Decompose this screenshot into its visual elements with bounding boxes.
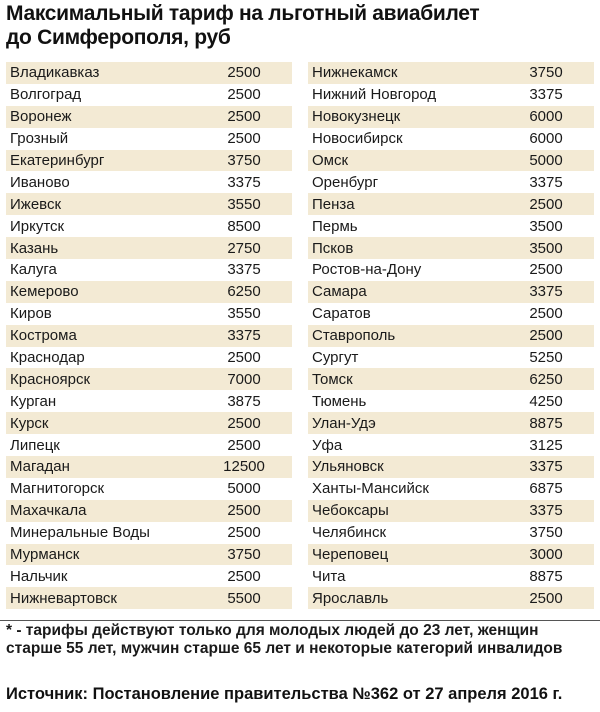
table-row: [308, 171, 594, 193]
source-line: Источник: Постановление правительства №362 от 27 апреля 2016 г.: [6, 685, 563, 703]
tariff-value: 2500: [227, 349, 261, 367]
tariff-value: 6250: [529, 370, 563, 388]
table-row: [308, 325, 594, 347]
city-name: Краснодар: [10, 349, 85, 367]
table-row: [6, 544, 292, 566]
table-row: [308, 106, 594, 128]
table-row: [6, 215, 292, 237]
city-name: Воронеж: [10, 108, 72, 126]
tariff-value: 3375: [529, 173, 563, 191]
city-name: Мурманск: [10, 546, 80, 564]
tariff-value: 2500: [227, 86, 261, 104]
table-row: [308, 237, 594, 259]
table-row: [308, 215, 594, 237]
tariff-value: 12500: [223, 458, 265, 476]
table-row: [308, 478, 594, 500]
table-row: [6, 434, 292, 456]
table-row: [308, 565, 594, 587]
city-name: Уфа: [312, 436, 343, 454]
table-row: [308, 500, 594, 522]
tariff-value: 4250: [529, 392, 563, 410]
tariff-value: 3375: [529, 458, 563, 476]
table-row: [6, 84, 292, 106]
tariff-value: 3125: [529, 436, 563, 454]
city-name: Оренбург: [312, 173, 379, 191]
table-row: [308, 390, 594, 412]
city-name: Ставрополь: [312, 327, 396, 345]
footnote-divider: [0, 620, 600, 621]
tariff-value: 8500: [227, 217, 261, 235]
tariff-value: 8875: [529, 567, 563, 585]
city-name: Курск: [10, 414, 49, 432]
city-name: Ульяновск: [312, 458, 384, 476]
table-row: [6, 368, 292, 390]
tariff-value: 3375: [529, 86, 563, 104]
tariff-value: 3750: [227, 152, 261, 169]
tariff-value: 5500: [227, 589, 261, 607]
city-name: Тюмень: [312, 392, 367, 410]
city-name: Омск: [312, 152, 349, 169]
city-name: Самара: [312, 283, 367, 301]
table-row: [6, 193, 292, 215]
table-row: [6, 587, 292, 609]
tariff-value: 6250: [227, 283, 261, 301]
table-row: [308, 62, 594, 84]
table-row: [308, 193, 594, 215]
tariff-value: 3500: [529, 217, 563, 235]
city-name: Чебоксары: [312, 502, 389, 520]
right-column: [308, 62, 594, 609]
city-name: Новокузнецк: [312, 108, 401, 126]
table-row: [308, 412, 594, 434]
table-row: [6, 500, 292, 522]
tariff-value: 3375: [529, 502, 563, 520]
table-row: [6, 412, 292, 434]
table-row: [308, 544, 594, 566]
tariff-value: 2500: [227, 567, 261, 585]
city-name: Сургут: [312, 349, 359, 367]
city-name: Магнитогорск: [10, 480, 105, 498]
tariff-value: 3375: [227, 261, 261, 279]
city-name: Кострома: [10, 327, 77, 345]
tariff-value: 3750: [529, 524, 563, 542]
tariff-value: 2500: [529, 261, 563, 279]
city-name: Челябинск: [312, 524, 387, 542]
city-name: Минеральные Воды: [10, 524, 150, 542]
city-name: Нижнекамск: [312, 64, 398, 82]
city-name: Махачкала: [10, 502, 87, 520]
tariff-value: 6875: [529, 480, 563, 498]
table-row: [6, 565, 292, 587]
table-row: [6, 128, 292, 150]
tariff-value: 3375: [227, 173, 261, 191]
city-name: Новосибирск: [312, 130, 403, 148]
table-row: [308, 434, 594, 456]
tariff-value: 3375: [529, 283, 563, 301]
tariff-value: 6000: [529, 108, 563, 126]
city-name: Ханты-Мансийск: [312, 480, 429, 498]
city-name: Нижневартовск: [10, 589, 117, 607]
city-name: Пенза: [312, 195, 355, 213]
tariff-value: 3550: [227, 305, 261, 323]
table-row: [6, 325, 292, 347]
tariff-value: 2500: [529, 589, 563, 607]
tariff-value: 3500: [529, 239, 563, 257]
tariff-value: 5250: [529, 349, 563, 367]
table-row: [6, 522, 292, 544]
page-title: Максимальный тариф на льготный авиабилет до Симферополя, руб: [6, 2, 480, 49]
city-name: Екатеринбург: [10, 152, 105, 169]
table-row: [308, 347, 594, 369]
city-name: Псков: [312, 239, 354, 257]
table-row: [308, 303, 594, 325]
city-name: Пермь: [312, 217, 358, 235]
tariff-value: 2500: [529, 195, 563, 213]
city-name: Иваново: [10, 173, 70, 191]
city-name: Липецк: [10, 436, 60, 454]
table-row: [308, 150, 594, 172]
tariff-value: 2500: [529, 305, 563, 323]
tariff-value: 2500: [529, 327, 563, 345]
city-name: Саратов: [312, 305, 371, 323]
tariff-value: 2500: [227, 524, 261, 542]
tariff-value: 3550: [227, 195, 261, 213]
tariff-value: 2500: [227, 64, 261, 82]
city-name: Волгоград: [10, 86, 82, 104]
table-row: [308, 587, 594, 609]
table-row: [6, 347, 292, 369]
city-name: Иркутск: [10, 217, 65, 235]
city-name: Кемерово: [10, 283, 79, 301]
city-name: Нальчик: [10, 567, 68, 585]
table-row: [308, 281, 594, 303]
table-row: [6, 62, 292, 84]
table-row: [308, 522, 594, 544]
tariff-value: 6000: [529, 130, 563, 148]
tariff-table: [6, 62, 594, 618]
table-row: [308, 368, 594, 390]
city-name: Ростов-на-Дону: [312, 261, 422, 279]
city-name: Череповец: [312, 546, 389, 564]
tariff-value: 5000: [529, 152, 563, 169]
city-name: Казань: [10, 239, 59, 257]
table-row: [6, 106, 292, 128]
table-row: [308, 259, 594, 281]
city-name: Киров: [10, 305, 52, 323]
table-row: [6, 456, 292, 478]
table-row: [6, 171, 292, 193]
city-name: Магадан: [10, 458, 70, 476]
table-row: [6, 303, 292, 325]
city-name: Томск: [312, 370, 353, 388]
city-name: Красноярск: [10, 370, 91, 388]
table-row: [6, 237, 292, 259]
tariff-value: 2500: [227, 436, 261, 454]
tariff-value: 3875: [227, 392, 261, 410]
table-row: [6, 390, 292, 412]
footnote: * - тарифы действуют только для молодых людей до 23 лет, женщин старше 55 лет, мужчин старше 65 лет и некоторые категорий инвалидов: [6, 622, 563, 657]
city-name: Владикавказ: [10, 64, 100, 82]
city-name: Грозный: [10, 130, 69, 148]
left-column: [6, 62, 292, 609]
tariff-value: 3375: [227, 327, 261, 345]
table-row: [308, 84, 594, 106]
tariff-value: 3750: [227, 546, 261, 564]
tariff-value: 2500: [227, 108, 261, 126]
tariff-value: 2500: [227, 502, 261, 520]
table-row: [6, 150, 292, 172]
tariff-value: 2750: [227, 239, 261, 257]
city-name: Калуга: [10, 261, 57, 279]
city-name: Ижевск: [10, 195, 62, 213]
table-row: [6, 281, 292, 303]
tariff-value: 2500: [227, 414, 261, 432]
tariff-value: 5000: [227, 480, 261, 498]
tariff-value: 8875: [529, 414, 563, 432]
city-name: Улан-Удэ: [312, 414, 376, 432]
table-row: [6, 259, 292, 281]
tariff-value: 7000: [227, 370, 261, 388]
table-row: [6, 478, 292, 500]
tariff-value: 2500: [227, 130, 261, 148]
table-row: [308, 456, 594, 478]
city-name: Нижний Новгород: [312, 86, 437, 104]
table-row: [308, 128, 594, 150]
city-name: Ярославль: [312, 589, 389, 607]
city-name: Курган: [10, 392, 57, 410]
tariff-value: 3750: [529, 64, 563, 82]
city-name: Чита: [312, 567, 346, 585]
tariff-value: 3000: [529, 546, 563, 564]
